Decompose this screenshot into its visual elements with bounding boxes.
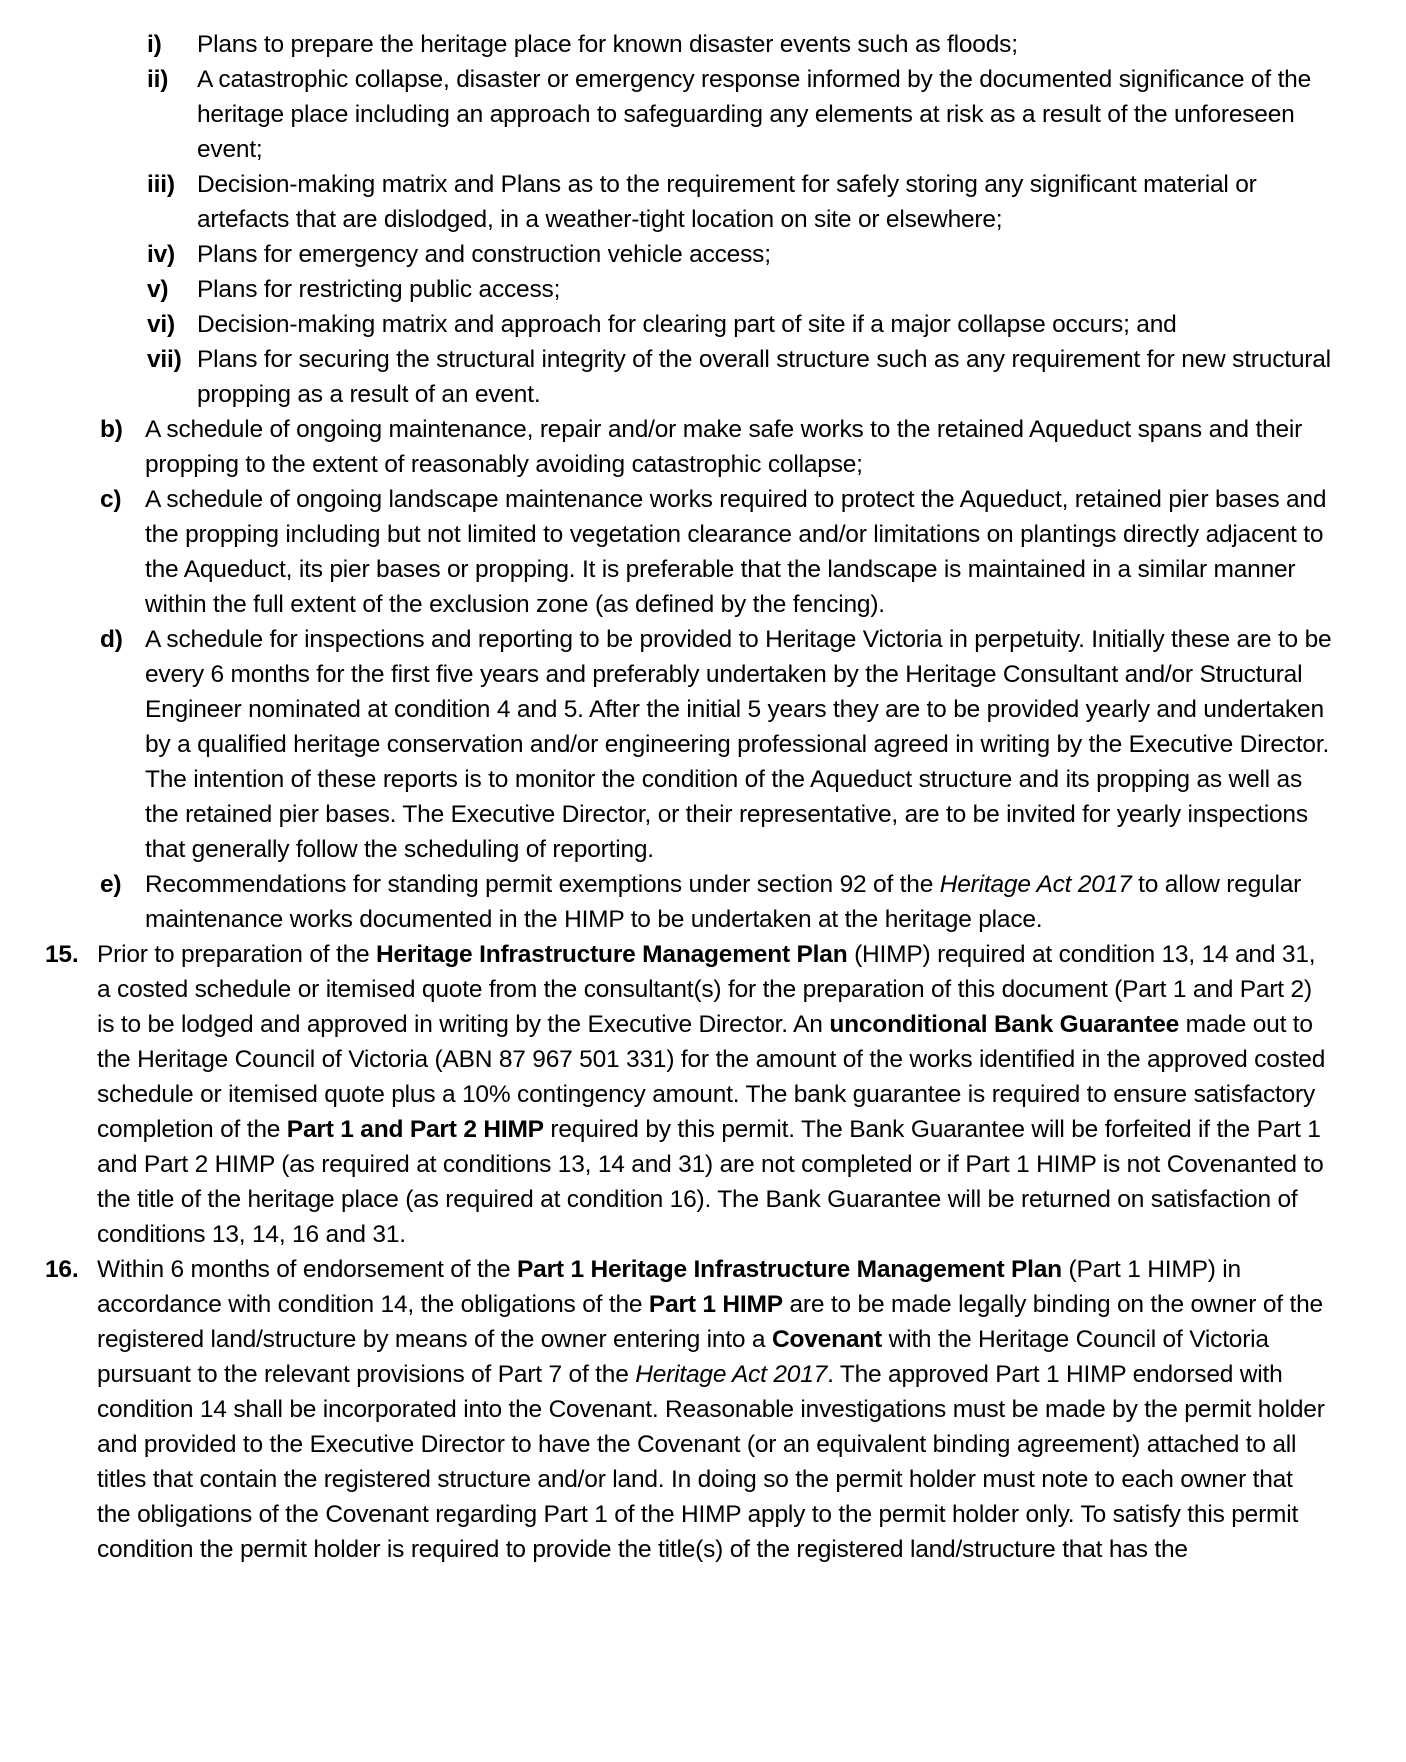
list-item-label: i) [147, 31, 162, 58]
list-item-text: Recommendations for standing permit exemptions under section 92 of the Heritage Act 2017 to allow regular maintenance works documented in the HIMP to be undertaken at the heritage place. [145, 871, 1302, 933]
list-item-label: v) [147, 276, 169, 303]
list-item-label: vii) [147, 346, 182, 373]
list-item-text: Decision-making matrix and approach for clearing part of site if a major collapse occurs; and [197, 311, 1177, 338]
list-item [0, 237, 1332, 272]
list-item-text: Plans to prepare the heritage place for known disaster events such as floods; [197, 31, 1018, 58]
list-item-label: vi) [147, 311, 175, 338]
list-item-text: Within 6 months of endorsement of the Part 1 Heritage Infrastructure Management Plan (Part 1 HIMP) in accordance with condition 14, the obligations of the Part 1 HIMP are to be made legally binding on the owner of the registered land/structure by means of the owner entering into a Covenant with the Heritage Council of Victoria pursuant to the relevant provisions of Part 7 of the Heritage Act 2017. The approved Part 1 HIMP endorsed with condition 14 shall be incorporated into the Covenant. Reasonable investigations must be made by the permit holder and provided to the Executive Director to have the Covenant (or an equivalent binding agreement) attached to all titles that contain the registered structure and/or land. In doing so the permit holder must note to each owner that the obligations of the Covenant regarding Part 1 of the HIMP apply to the permit holder only. To satisfy this permit condition the permit holder is required to provide the title(s) of the registered land/structure that has the [97, 1256, 1325, 1563]
list-item [0, 27, 1332, 62]
list-item [0, 342, 1332, 412]
list-item [0, 622, 1332, 867]
list-item-text: A catastrophic collapse, disaster or emergency response informed by the documented significance of the heritage place including an approach to safeguarding any elements at risk as a result of the unforeseen event; [197, 66, 1312, 163]
list-item-text: Plans for emergency and construction vehicle access; [197, 241, 771, 268]
list-item [0, 62, 1332, 167]
list-item-label: 15. [45, 941, 79, 968]
list-item-text: Plans for securing the structural integrity of the overall structure such as any requirement for new structural propping as a result of an event. [197, 346, 1331, 408]
list-item [0, 167, 1332, 237]
list-item [0, 867, 1332, 937]
list-item [0, 1252, 1332, 1567]
list-item-text: Plans for restricting public access; [197, 276, 561, 303]
list-item [0, 482, 1332, 622]
list-item-text: Decision-making matrix and Plans as to the requirement for safely storing any significant material or artefacts that are dislodged, in a weather-tight location on site or elsewhere; [197, 171, 1257, 233]
list-item-label: b) [100, 416, 123, 443]
list-item-label: d) [100, 626, 123, 653]
list-item-text: A schedule for inspections and reporting to be provided to Heritage Victoria in perpetuity. Initially these are to be every 6 months for the first five years and preferably undertaken by the Heritage Consultant and/or Structural Engineer nominated at condition 4 and 5. After the initial 5 years they are to be provided yearly and undertaken by a qualified heritage conservation and/or engineering professional agreed in writing by the Executive Director. The intention of these reports is to monitor the condition of the Aqueduct structure and its propping as well as the retained pier bases. The Executive Director, or their representative, are to be invited for yearly inspections that generally follow the scheduling of reporting. [145, 626, 1332, 863]
list-item-label: ii) [147, 66, 169, 93]
list-item-text: Prior to preparation of the Heritage Infrastructure Management Plan (HIMP) required at condition 13, 14 and 31, a costed schedule or itemised quote from the consultant(s) for the preparation of this document (Part 1 and Part 2) is to be lodged and approved in writing by the Executive Director. An unconditional Bank Guarantee made out to the Heritage Council of Victoria (ABN 87 967 501 331) for the amount of the works identified in the approved costed schedule or itemised quote plus a 10% contingency amount. The bank guarantee is required to ensure satisfactory completion of the Part 1 and Part 2 HIMP required by this permit. The Bank Guarantee will be forfeited if the Part 1 and Part 2 HIMP (as required at conditions 13, 14 and 31) are not completed or if Part 1 HIMP is not Covenanted to the title of the heritage place (as required at condition 16). The Bank Guarantee will be returned on satisfaction of conditions 13, 14, 16 and 31. [97, 941, 1326, 1248]
list-item-text: A schedule of ongoing maintenance, repair and/or make safe works to the retained Aqueduct spans and their propping to the extent of reasonably avoiding catastrophic collapse; [145, 416, 1303, 478]
list-item-label: 16. [45, 1256, 79, 1283]
list-item [0, 937, 1332, 1252]
list-item-label: c) [100, 486, 122, 513]
list-item-label: iii) [147, 171, 175, 198]
list-item-label: e) [100, 871, 122, 898]
list-item [0, 412, 1332, 482]
conditions-list [0, 27, 1332, 1567]
list-item-label: iv) [147, 241, 175, 268]
list-item-text: A schedule of ongoing landscape maintenance works required to protect the Aqueduct, retained pier bases and the propping including but not limited to vegetation clearance and/or limitations on plantings directly adjacent to the Aqueduct, its pier bases or propping. It is preferable that the landscape is maintained in a similar manner within the full extent of the exclusion zone (as defined by the fencing). [145, 486, 1327, 618]
list-item [0, 272, 1332, 307]
list-item [0, 307, 1332, 342]
